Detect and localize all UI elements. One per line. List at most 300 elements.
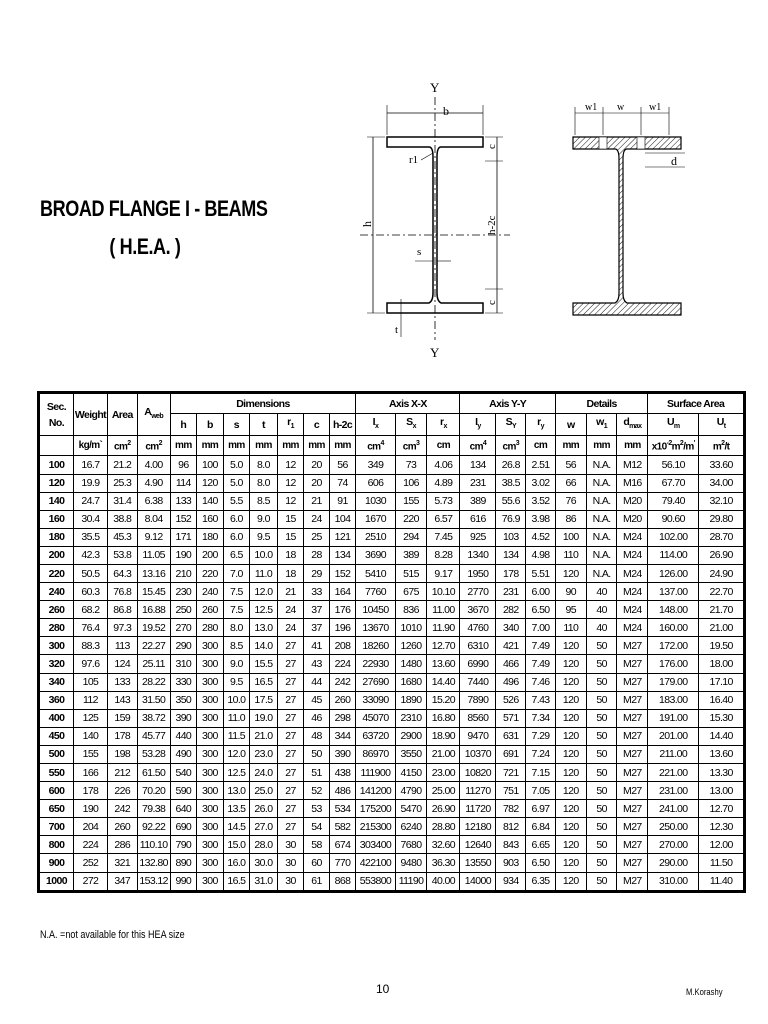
table-cell: 321 xyxy=(107,854,137,872)
table-row xyxy=(40,655,744,673)
table-cell: 534 xyxy=(329,800,356,818)
table-cell: 349 xyxy=(356,456,395,474)
table-cell: 18260 xyxy=(356,637,395,655)
table-cell: 6310 xyxy=(460,637,496,655)
sec-header: Sec. No. xyxy=(40,394,74,436)
table-cell: 7.34 xyxy=(526,709,556,727)
table-cell: 390 xyxy=(329,745,356,763)
table-cell: 7.29 xyxy=(526,727,556,745)
table-cell: M27 xyxy=(617,818,648,836)
table-cell: 31.0 xyxy=(250,872,278,890)
table-cell: 40 xyxy=(586,619,617,637)
table-cell: 120 xyxy=(555,673,586,691)
table-cell: 164 xyxy=(329,583,356,601)
table-row xyxy=(40,854,744,872)
table-cell: 241.00 xyxy=(648,800,699,818)
table-cell: 9480 xyxy=(395,854,427,872)
table-cell: 606 xyxy=(356,474,395,492)
table-cell: 102.00 xyxy=(648,528,699,546)
table-cell: 32.10 xyxy=(699,492,744,510)
table-cell: 9.0 xyxy=(250,510,278,528)
section-number-cell: 320 xyxy=(40,655,74,673)
table-cell: M27 xyxy=(617,764,648,782)
table-row xyxy=(40,836,744,854)
table-cell: 110 xyxy=(555,619,586,637)
table-cell: 50 xyxy=(586,709,617,727)
table-cell: 10.0 xyxy=(250,546,278,564)
table-cell: 5.0 xyxy=(223,474,250,492)
table-cell: 143 xyxy=(107,691,137,709)
table-cell: 6.0 xyxy=(223,510,250,528)
table-cell: 183.00 xyxy=(648,691,699,709)
section-number-cell: 280 xyxy=(40,619,74,637)
table-cell: 91 xyxy=(329,492,356,510)
table-cell: 5.51 xyxy=(526,564,556,582)
table-cell: 7.45 xyxy=(427,528,460,546)
table-cell: 11.00 xyxy=(427,601,460,619)
table-cell: 60.3 xyxy=(73,583,107,601)
table-row xyxy=(40,800,744,818)
table-cell: M27 xyxy=(617,637,648,655)
table-cell: 300 xyxy=(197,691,224,709)
table-cell: 45.77 xyxy=(137,727,170,745)
table-cell: 137.00 xyxy=(648,583,699,601)
table-cell: 2310 xyxy=(395,709,427,727)
table-cell: 1010 xyxy=(395,619,427,637)
table-cell: 13.16 xyxy=(137,564,170,582)
table-cell: 252 xyxy=(73,854,107,872)
axis-xx-header: Axis X-X xyxy=(356,394,460,414)
table-cell: 25 xyxy=(304,528,329,546)
table-cell: 8560 xyxy=(460,709,496,727)
table-cell: 103 xyxy=(496,528,526,546)
aweb-unit: $cm^2$ xyxy=(137,436,170,456)
table-cell: 76.4 xyxy=(73,619,107,637)
c-top-label: c xyxy=(486,144,498,149)
section-number-cell: 260 xyxy=(40,601,74,619)
surface-area-header: Surface Area xyxy=(648,394,744,414)
table-cell: 640 xyxy=(170,800,197,818)
table-cell: 843 xyxy=(496,836,526,854)
table-cell: 50 xyxy=(586,782,617,800)
table-cell: 10820 xyxy=(460,764,496,782)
table-cell: 11.0 xyxy=(223,709,250,727)
b-col: b xyxy=(197,414,224,436)
table-cell: 12640 xyxy=(460,836,496,854)
table-cell: 790 xyxy=(170,836,197,854)
table-row xyxy=(40,709,744,727)
table-cell: 24.90 xyxy=(699,564,744,582)
table-cell: 674 xyxy=(329,836,356,854)
table-cell: 40 xyxy=(586,601,617,619)
table-cell: 88.3 xyxy=(73,637,107,655)
table-cell: 6.50 xyxy=(526,601,556,619)
table-cell: 112 xyxy=(73,691,107,709)
table-cell: 86970 xyxy=(356,745,395,763)
table-cell: 53.8 xyxy=(107,546,137,564)
table-cell: 466 xyxy=(496,655,526,673)
ix-col: $I_x$ xyxy=(356,414,395,436)
table-body xyxy=(40,456,744,890)
beam-section-diagram xyxy=(355,75,515,365)
table-cell: 48 xyxy=(304,727,329,745)
table-cell: 14.40 xyxy=(427,673,460,691)
table-cell: 105 xyxy=(73,673,107,691)
table-cell: 50 xyxy=(586,836,617,854)
table-cell: 6.57 xyxy=(427,510,460,528)
table-cell: 300 xyxy=(197,836,224,854)
table-cell: 70.20 xyxy=(137,782,170,800)
table-cell: M12 xyxy=(617,456,648,474)
table-cell: 282 xyxy=(496,601,526,619)
table-cell: 17.5 xyxy=(250,691,278,709)
table-cell: 12.30 xyxy=(699,818,744,836)
table-cell: 41 xyxy=(304,637,329,655)
hea-properties-table xyxy=(39,393,744,891)
table-cell: 344 xyxy=(329,727,356,745)
h-col: h xyxy=(170,414,197,436)
w1-right-label: w1 xyxy=(649,102,662,113)
table-cell: 934 xyxy=(496,872,526,890)
table-cell: 215300 xyxy=(356,818,395,836)
table-cell: 7.46 xyxy=(526,673,556,691)
table-cell: 28.80 xyxy=(427,818,460,836)
table-cell: N.A. xyxy=(586,528,617,546)
table-cell: 38.8 xyxy=(107,510,137,528)
table-cell: 110.10 xyxy=(137,836,170,854)
table-cell: 204 xyxy=(73,818,107,836)
table-cell: 1260 xyxy=(395,637,427,655)
sy-unit: $cm^3$ xyxy=(496,436,526,456)
table-cell: 56 xyxy=(555,456,586,474)
hatched-beam xyxy=(573,137,681,315)
table-cell: 9.0 xyxy=(223,655,250,673)
table-cell: 590 xyxy=(170,782,197,800)
table-cell: 79.38 xyxy=(137,800,170,818)
table-cell: 2.51 xyxy=(526,456,556,474)
table-cell: 389 xyxy=(395,546,427,564)
section-number-cell: 550 xyxy=(40,764,74,782)
table-cell: 903 xyxy=(496,854,526,872)
table-cell: 30.4 xyxy=(73,510,107,528)
table-cell: 67.70 xyxy=(648,474,699,492)
table-cell: 92.22 xyxy=(137,818,170,836)
table-cell: 16.80 xyxy=(427,709,460,727)
table-cell: 6.0 xyxy=(223,528,250,546)
table-row xyxy=(40,619,744,637)
table-cell: 134 xyxy=(329,546,356,564)
table-cell: 114 xyxy=(170,474,197,492)
table-cell: 21 xyxy=(304,492,329,510)
rx-unit: cm xyxy=(427,436,460,456)
table-cell: 13.30 xyxy=(699,764,744,782)
table-cell: 110 xyxy=(555,546,586,564)
table-cell: 540 xyxy=(170,764,197,782)
table-cell: 4150 xyxy=(395,764,427,782)
table-cell: 7760 xyxy=(356,583,395,601)
table-cell: 50 xyxy=(586,655,617,673)
table-cell: M27 xyxy=(617,709,648,727)
ut-unit: $m^2/t$ xyxy=(699,436,744,456)
table-cell: 153.12 xyxy=(137,872,170,890)
section-number-cell: 400 xyxy=(40,709,74,727)
table-cell: 126.00 xyxy=(648,564,699,582)
table-cell: 27 xyxy=(277,727,304,745)
table-cell: 8.5 xyxy=(223,637,250,655)
table-cell: 45 xyxy=(304,691,329,709)
r1-label: r1 xyxy=(409,154,419,166)
table-cell: M20 xyxy=(617,492,648,510)
table-cell: 26.8 xyxy=(496,456,526,474)
weight-unit: kg/m` xyxy=(73,436,107,456)
table-cell: 868 xyxy=(329,872,356,890)
table-cell: 230 xyxy=(170,583,197,601)
table-cell: 486 xyxy=(329,782,356,800)
table-cell: 191.00 xyxy=(648,709,699,727)
table-cell: 61.50 xyxy=(137,764,170,782)
table-cell: 90.60 xyxy=(648,510,699,528)
table-cell: 210 xyxy=(170,564,197,582)
table-cell: 490 xyxy=(170,745,197,763)
table-cell: 196 xyxy=(329,619,356,637)
table-cell: 31.4 xyxy=(107,492,137,510)
table-cell: 52 xyxy=(304,782,329,800)
table-cell: 120 xyxy=(555,836,586,854)
table-cell: N.A. xyxy=(586,492,617,510)
table-cell: 5.73 xyxy=(427,492,460,510)
table-cell: 300 xyxy=(197,800,224,818)
table-cell: 90 xyxy=(555,583,586,601)
table-cell: 120 xyxy=(555,564,586,582)
table-cell: N.A. xyxy=(586,456,617,474)
table-cell: 15.45 xyxy=(137,583,170,601)
table-cell: M24 xyxy=(617,528,648,546)
table-cell: 176.00 xyxy=(648,655,699,673)
table-cell: 132.80 xyxy=(137,854,170,872)
table-cell: 152 xyxy=(170,510,197,528)
table-cell: 50 xyxy=(586,673,617,691)
table-row xyxy=(40,764,744,782)
w-col: w xyxy=(555,414,586,436)
table-cell: 166 xyxy=(73,764,107,782)
table-cell: 294 xyxy=(395,528,427,546)
section-number-cell: 140 xyxy=(40,492,74,510)
table-cell: 212 xyxy=(107,764,137,782)
table-cell: 30.0 xyxy=(250,854,278,872)
table-cell: 208 xyxy=(329,637,356,655)
table-cell: 14.0 xyxy=(250,637,278,655)
w-unit: mm xyxy=(555,436,586,456)
table-cell: 58 xyxy=(304,836,329,854)
table-cell: 35.5 xyxy=(73,528,107,546)
um-unit: $x10^{-2}m^2/m'$ xyxy=(648,436,699,456)
table-cell: M24 xyxy=(617,564,648,582)
table-cell: 178 xyxy=(496,564,526,582)
table-cell: 76 xyxy=(555,492,586,510)
table-cell: 25.11 xyxy=(137,655,170,673)
w1-unit: mm xyxy=(586,436,617,456)
table-row xyxy=(40,564,744,582)
table-cell: 2900 xyxy=(395,727,427,745)
table-cell: 300 xyxy=(197,655,224,673)
table-cell: 51 xyxy=(304,764,329,782)
title-line-2: ( H.E.A. ) xyxy=(109,234,181,259)
table-cell: 280 xyxy=(197,619,224,637)
table-cell: 50 xyxy=(586,872,617,890)
table-cell: 526 xyxy=(496,691,526,709)
table-cell: 73 xyxy=(395,456,427,474)
table-cell: 190 xyxy=(170,546,197,564)
table-row xyxy=(40,492,744,510)
table-cell: 2770 xyxy=(460,583,496,601)
table-cell: 120 xyxy=(555,854,586,872)
table-cell: 28.22 xyxy=(137,673,170,691)
table-cell: 6.5 xyxy=(223,546,250,564)
table-cell: 890 xyxy=(170,854,197,872)
table-cell: 18 xyxy=(277,546,304,564)
b-dim-label: b xyxy=(443,104,449,118)
table-cell: 300 xyxy=(197,745,224,763)
table-cell: 24.7 xyxy=(73,492,107,510)
table-cell: 33.60 xyxy=(699,456,744,474)
table-cell: 76.8 xyxy=(107,583,137,601)
table-cell: 300 xyxy=(197,637,224,655)
table-cell: 8.04 xyxy=(137,510,170,528)
c-unit: mm xyxy=(304,436,329,456)
sx-unit: $cm^3$ xyxy=(395,436,427,456)
table-cell: 24 xyxy=(304,510,329,528)
table-cell: 37 xyxy=(304,619,329,637)
table-cell: 21.2 xyxy=(107,456,137,474)
table-cell: M24 xyxy=(617,601,648,619)
table-cell: N.A. xyxy=(586,564,617,582)
table-cell: 300 xyxy=(197,709,224,727)
table-cell: 24.0 xyxy=(250,764,278,782)
h-unit: mm xyxy=(170,436,197,456)
table-cell: 300 xyxy=(197,818,224,836)
table-cell: M20 xyxy=(617,510,648,528)
table-cell: 11.0 xyxy=(250,564,278,582)
table-cell: 27690 xyxy=(356,673,395,691)
table-cell: 12.5 xyxy=(250,601,278,619)
table-cell: 53.28 xyxy=(137,745,170,763)
w1-col: $w_1$ xyxy=(586,414,617,436)
table-cell: 22.27 xyxy=(137,637,170,655)
d-label: d xyxy=(671,154,677,168)
table-cell: 11190 xyxy=(395,872,427,890)
table-cell: 175200 xyxy=(356,800,395,818)
table-cell: 4.06 xyxy=(427,456,460,474)
table-cell: 23.00 xyxy=(427,764,460,782)
table-cell: 50 xyxy=(586,800,617,818)
table-cell: M27 xyxy=(617,854,648,872)
section-number-cell: 600 xyxy=(40,782,74,800)
area-unit: $cm^2$ xyxy=(107,436,137,456)
dmax-unit: mm xyxy=(617,436,648,456)
table-row xyxy=(40,510,744,528)
table-cell: 7.43 xyxy=(526,691,556,709)
table-cell: 631 xyxy=(496,727,526,745)
table-cell: 751 xyxy=(496,782,526,800)
table-cell: 97.6 xyxy=(73,655,107,673)
table-cell: 120 xyxy=(555,818,586,836)
table-cell: 23.0 xyxy=(250,745,278,763)
table-cell: 160 xyxy=(197,510,224,528)
table-cell: 1950 xyxy=(460,564,496,582)
table-cell: 7.5 xyxy=(223,601,250,619)
table-cell: 7.0 xyxy=(223,564,250,582)
table-cell: 272 xyxy=(73,872,107,890)
table-cell: 50 xyxy=(586,691,617,709)
table-cell: 990 xyxy=(170,872,197,890)
table-cell: 12.70 xyxy=(699,800,744,818)
table-cell: 124 xyxy=(107,655,137,673)
table-cell: 4.90 xyxy=(137,474,170,492)
table-cell: 100 xyxy=(555,528,586,546)
table-cell: M24 xyxy=(617,619,648,637)
table-cell: 37 xyxy=(304,601,329,619)
table-cell: 24 xyxy=(277,601,304,619)
table-cell: 8.0 xyxy=(250,456,278,474)
table-cell: 24 xyxy=(277,619,304,637)
table-cell: 46 xyxy=(304,709,329,727)
table-cell: 74 xyxy=(329,474,356,492)
table-cell: 140 xyxy=(197,492,224,510)
table-cell: 61 xyxy=(304,872,329,890)
table-cell: 300 xyxy=(197,782,224,800)
table-cell: 20 xyxy=(304,456,329,474)
table-cell: 310.00 xyxy=(648,872,699,890)
table-cell: 17.10 xyxy=(699,673,744,691)
table-cell: 178 xyxy=(107,727,137,745)
table-cell: 220 xyxy=(395,510,427,528)
ry-unit: cm xyxy=(526,436,556,456)
table-cell: 211.00 xyxy=(648,745,699,763)
table-cell: 8.5 xyxy=(250,492,278,510)
table-cell: 38.72 xyxy=(137,709,170,727)
table-cell: M24 xyxy=(617,583,648,601)
section-number-cell: 240 xyxy=(40,583,74,601)
beam-details-diagram xyxy=(565,95,695,325)
page-number: 10 xyxy=(376,982,390,996)
h2c-col: h-2c xyxy=(329,414,356,436)
table-cell: 3.52 xyxy=(526,492,556,510)
table-cell: M27 xyxy=(617,745,648,763)
author: M.Korashy xyxy=(686,987,723,997)
table-cell: 97.3 xyxy=(107,619,137,637)
section-number-cell: 300 xyxy=(40,637,74,655)
table-cell: M27 xyxy=(617,673,648,691)
table-cell: 13550 xyxy=(460,854,496,872)
table-cell: 12 xyxy=(277,456,304,474)
table-cell: 120 xyxy=(555,691,586,709)
table-cell: 226 xyxy=(107,782,137,800)
table-cell: 27 xyxy=(277,782,304,800)
table-cell: 50 xyxy=(304,745,329,763)
table-cell: 7.05 xyxy=(526,782,556,800)
table-cell: 155 xyxy=(395,492,427,510)
table-cell: 27 xyxy=(277,655,304,673)
table-cell: 240 xyxy=(197,583,224,601)
table-cell: 120 xyxy=(555,727,586,745)
table-cell: 172.00 xyxy=(648,637,699,655)
table-cell: 86 xyxy=(555,510,586,528)
table-cell: 6240 xyxy=(395,818,427,836)
table-cell: M27 xyxy=(617,800,648,818)
table-cell: 347 xyxy=(107,872,137,890)
table-cell: 120 xyxy=(555,655,586,673)
h2c-unit: mm xyxy=(329,436,356,456)
